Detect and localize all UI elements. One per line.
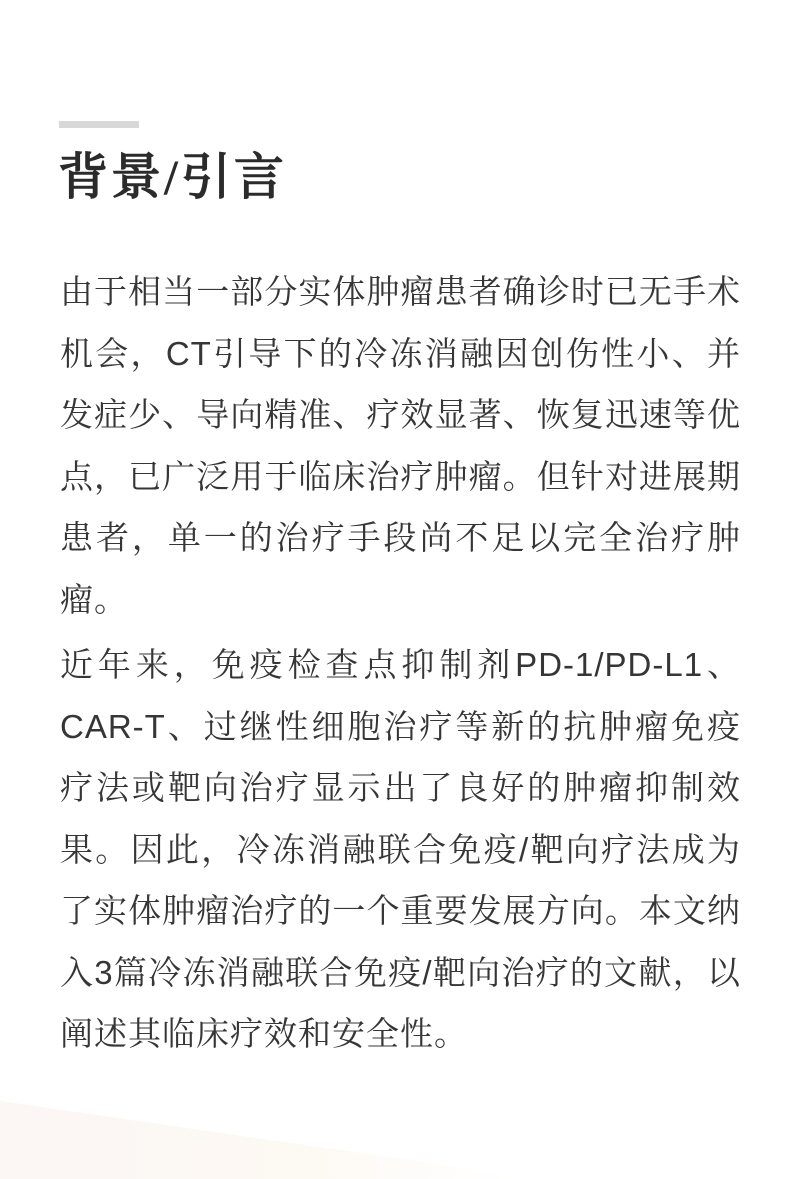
section-accent-bar xyxy=(59,121,139,128)
decorative-corner-gradient xyxy=(0,1101,540,1179)
section-title: 背景/引言 xyxy=(58,149,287,205)
paragraph-background: 由于相当一部分实体肿瘤患者确诊时已无手术机会，CT引导下的冷冻消融因创伤性小、并发症少、导向精准、疗效显著、恢复迅速等优点，已广泛用于临床治疗肿瘤。但针对进展期患者，单一的治疗手段尚不足以完全治疗肿瘤。 xyxy=(60,273,741,618)
paragraph-introduction: 近年来，免疫检查点抑制剂PD-1/PD-L1、CAR-T、过继性细胞治疗等新的抗肿瘤免疫疗法或靶向治疗显示出了良好的肿瘤抑制效果。因此，冷冻消融联合免疫/靶向疗法成为了实体肿瘤治疗的一个重要发展方向。本文纳入3篇冷冻消融联合免疫/靶向治疗的文献，以阐述其临床疗效和安全性。 xyxy=(60,646,741,1052)
